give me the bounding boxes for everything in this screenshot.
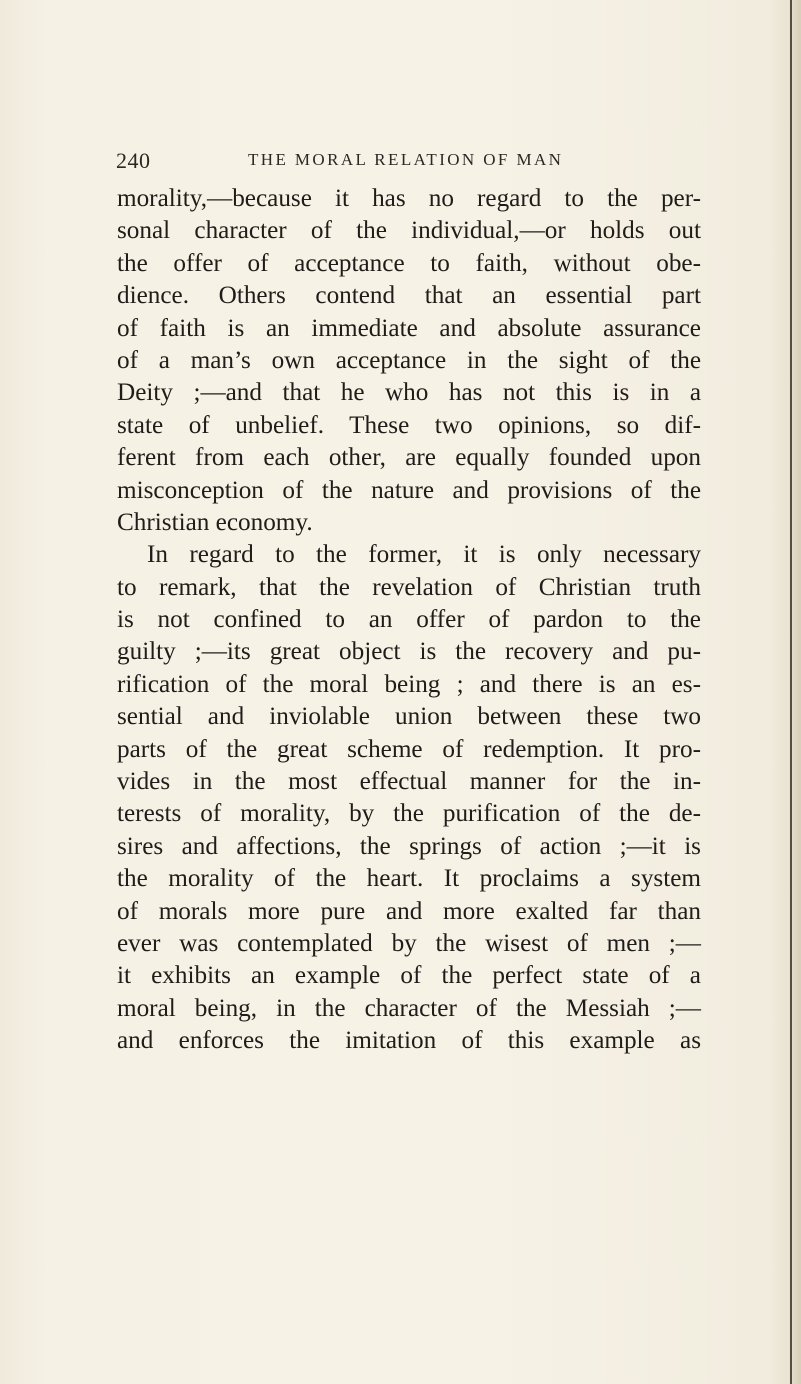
text-line: ever was contemplated by the wisest of men ;— [117, 929, 701, 957]
text-line: the morality of the heart. It proclaims a system [117, 865, 701, 893]
text-line: sonal character of the individual,—or holds out [117, 217, 701, 245]
body-text [117, 183, 701, 1058]
text-line: the offer of acceptance to faith, without obe- [117, 249, 701, 277]
text-line: of morals more pure and more exalted far than [117, 897, 701, 925]
text-line: it exhibits an example of the perfect state of a [117, 962, 701, 990]
page-header [116, 148, 706, 172]
running-head: THE MORAL RELATION OF MAN [248, 150, 564, 169]
text-line: sential and inviolable union between these two [117, 703, 701, 731]
paragraph-start-line: In regard to the former, it is only necessary [147, 541, 701, 569]
text-line: of faith is an immediate and absolute assurance [117, 314, 701, 342]
paragraph-end-line: Christian economy. [117, 508, 313, 536]
text-line: of a man’s own acceptance in the sight of the [117, 346, 701, 374]
page-number: 240 [116, 148, 151, 173]
text-line: is not confined to an offer of pardon to the [117, 606, 701, 634]
text-line: to remark, that the revelation of Christian truth [117, 573, 701, 601]
text-line: guilty ;—its great object is the recovery and pu- [117, 638, 701, 666]
text-line: state of unbelief. These two opinions, so dif- [117, 411, 701, 439]
text-line: morality,—because it has no regard to the per- [117, 185, 701, 212]
text-line: sires and affections, the springs of action ;—it is [117, 832, 701, 860]
text-line: parts of the great scheme of redemption. It pro- [117, 735, 701, 763]
text-line: terests of morality, by the purification of the de- [117, 800, 701, 828]
text-line: ferent from each other, are equally founded upon [117, 444, 701, 472]
text-line: misconception of the nature and provisions of the [117, 476, 701, 504]
text-line: vides in the most effectual manner for the in- [117, 768, 701, 796]
text-line: moral being, in the character of the Messiah ;— [117, 994, 701, 1022]
text-line: Deity ;—and that he who has not this is in a [117, 379, 701, 407]
page-edge [787, 0, 801, 1384]
text-line: dience. Others contend that an essential part [117, 282, 701, 310]
text-line: and enforces the imitation of this example as [117, 1027, 701, 1055]
text-line: rification of the moral being ; and there is an es- [117, 670, 701, 698]
